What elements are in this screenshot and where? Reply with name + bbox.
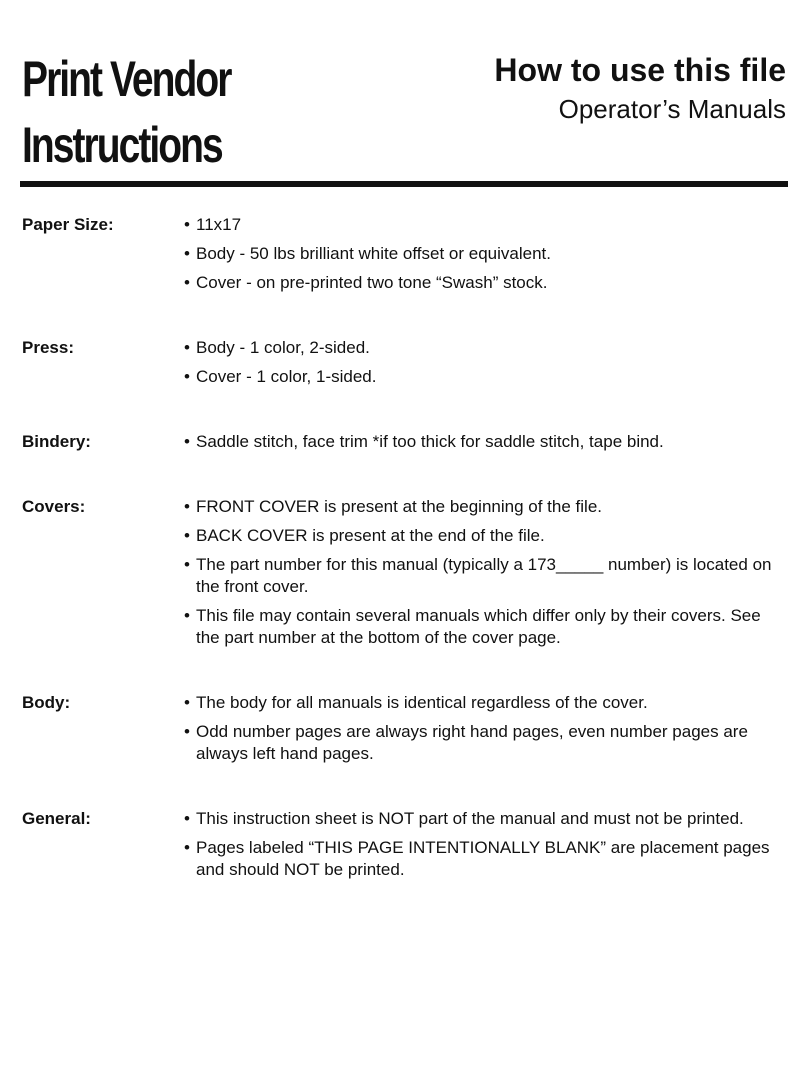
section-items — [184, 496, 788, 656]
section-label: Covers: — [22, 497, 86, 516]
section-items — [184, 808, 788, 888]
section-press — [22, 337, 788, 395]
list-item: • The body for all manuals is identical regardless of the cover. — [184, 692, 788, 714]
subtitle: Operator’s Manuals — [558, 94, 786, 124]
section-covers — [22, 496, 788, 656]
list-item: • Cover - 1 color, 1-sided. — [184, 366, 788, 388]
section-general — [22, 808, 788, 888]
page-title — [22, 46, 230, 178]
section-items — [184, 692, 788, 772]
list-item: • This instruction sheet is NOT part of the manual and must not be printed. — [184, 808, 788, 830]
list-item: • This file may contain several manuals which differ only by their covers. See the part number at the bottom of the cover page. — [184, 605, 788, 649]
list-item: • Pages labeled “THIS PAGE INTENTIONALLY BLANK” are placement pages and should NOT be printed. — [184, 837, 788, 881]
page-title-line-2: Instructions — [22, 117, 222, 173]
section-label: Paper Size: — [22, 215, 114, 234]
header-right — [494, 50, 786, 126]
list-item: • Cover - on pre-printed two tone “Swash” stock. — [184, 272, 788, 294]
section-items — [184, 214, 788, 301]
section-items — [184, 431, 788, 460]
list-item: • Body - 50 lbs brilliant white offset or equivalent. — [184, 243, 788, 265]
list-item: • Saddle stitch, face trim *if too thick for saddle stitch, tape bind. — [184, 431, 788, 453]
section-paper-size — [22, 214, 788, 301]
header-divider — [20, 181, 788, 187]
section-label: Body: — [22, 693, 71, 712]
section-label: General: — [22, 809, 91, 828]
section-label: Bindery: — [22, 432, 91, 451]
list-item: • BACK COVER is present at the end of the file. — [184, 525, 788, 547]
section-label: Press: — [22, 338, 74, 357]
list-item: • FRONT COVER is present at the beginning of the file. — [184, 496, 788, 518]
instructions-list — [22, 214, 788, 924]
list-item: • 11x17 — [184, 214, 788, 236]
section-items — [184, 337, 788, 395]
list-item: • Body - 1 color, 2-sided. — [184, 337, 788, 359]
section-body — [22, 692, 788, 772]
how-to-use-heading: How to use this file — [494, 52, 786, 88]
list-item: • The part number for this manual (typically a 173_____ number) is located on the front cover. — [184, 554, 788, 598]
list-item: • Odd number pages are always right hand pages, even number pages are always left hand pages. — [184, 721, 788, 765]
page-title-line-1: Print Vendor — [22, 51, 231, 107]
section-bindery — [22, 431, 788, 460]
